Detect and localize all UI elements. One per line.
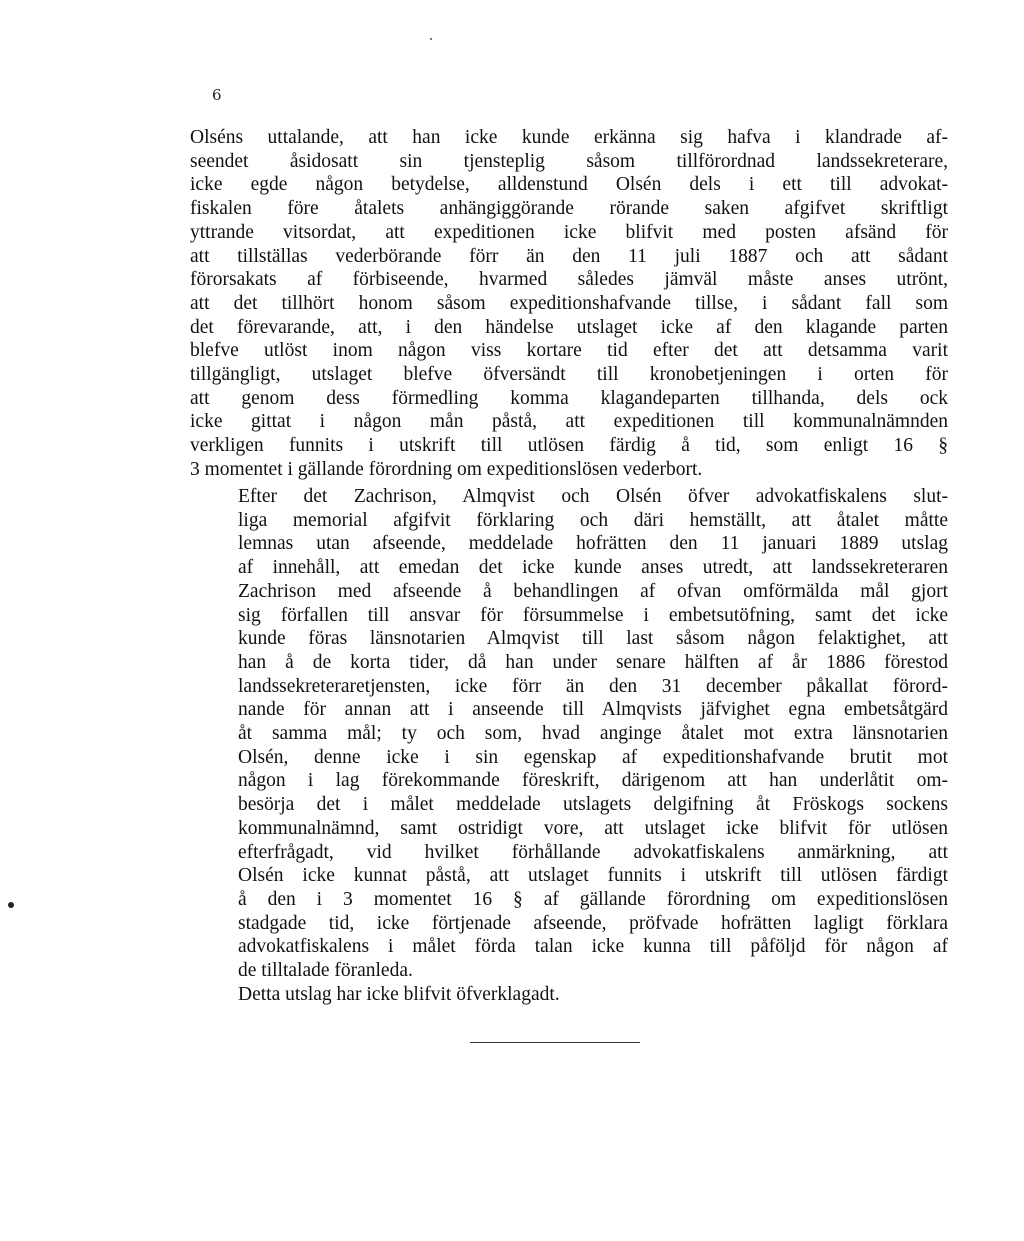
text-line: stadgade tid, icke förtjenade afseende, pröfvade hofrätten lagligt förklara: [238, 912, 948, 934]
text-line: kommunalnämnd, samt ostridigt vore, att utslaget icke blifvit för utlösen: [238, 817, 948, 839]
text-line: seendet åsidosatt sin tjensteplig såsom tillförordnad landssekreterare,: [190, 150, 948, 172]
text-line: Efter det Zachrison, Almqvist och Olsén öfver advokatfiskalens slut-: [238, 486, 948, 507]
scan-speck: [430, 38, 432, 40]
text-line: de tilltalade föranleda.: [238, 960, 413, 982]
text-line: icke egde någon betydelse, alldenstund Olsén dels i ett till advokat-: [190, 174, 948, 196]
text-line: sig förfallen till ansvar för försummelse i embetsutöfning, samt det icke: [238, 604, 948, 626]
text-line: att genom dess förmedling komma klagandeparten tillhanda, dels ock: [190, 387, 948, 409]
text-line: liga memorial afgifvit förklaring och däri hemställt, att åtalet måtte: [238, 509, 948, 531]
text-line: Zachrison med afseende å behandlingen af ofvan omförmälda mål gjort: [238, 580, 948, 602]
text-line: Olsén, denne icke i sin egenskap af expeditionshafvande brutit mot: [238, 746, 948, 768]
text-line: 3 momentet i gällande förordning om expeditionslösen vederbort.: [190, 458, 703, 480]
text-line: förorsakats af förbiseende, hvarmed således jämväl måste anses utrönt,: [190, 269, 948, 291]
paragraph-1: [190, 126, 948, 482]
text-line: icke gittat i någon mån påstå, att expeditionen till kommunalnämnden: [190, 411, 948, 433]
text-line: lemnas utan afseende, meddelade hofrätten den 11 januari 1889 utslag: [238, 533, 948, 555]
text-line: Olsén icke kunnat påstå, att utslaget funnits i utskrift till utlösen färdigt: [238, 865, 948, 887]
text-line: å den i 3 momentet 16 § af gällande förordning om expeditionslösen: [238, 888, 948, 910]
text-line: af innehåll, att emedan det icke kunde anses utredt, att landssekreteraren: [238, 557, 948, 579]
text-line: fiskalen före åtalets anhängiggörande rörande saken afgifvet skriftligt: [190, 198, 948, 220]
text-line: verkligen funnits i utskrift till utlösen färdig å tid, som enligt 16 §: [190, 435, 948, 457]
page-number: 6: [212, 86, 222, 104]
text-line: efterfrågadt, vid hvilket förhållande advokatfiskalens anmärkning, att: [238, 841, 948, 863]
text-line: Olséns uttalande, att han icke kunde erkänna sig hafva i klandrade af-: [190, 127, 948, 148]
text-line: nande för annan att i anseende till Almqvists jäfvighet egna embetsåtgärd: [238, 699, 948, 721]
text-line: yttrande vitsordat, att expeditionen icke blifvit med posten afsänd för: [190, 221, 948, 243]
end-rule: [470, 1042, 640, 1043]
text-line: att tillställas vederbörande förr än den 11 juli 1887 och att sådant: [190, 245, 948, 267]
text-line: det förevarande, att, i den händelse utslaget icke af den klagande parten: [190, 316, 948, 338]
text-line: kunde föras länsnotarien Almqvist till last såsom någon felaktighet, att: [238, 628, 948, 650]
text-line: åt samma mål; ty och som, hvad anginge åtalet mot extra länsnotarien: [238, 723, 948, 745]
paragraph-2: [190, 485, 948, 983]
text-line: besörja det i målet meddelade utslagets delgifning åt Fröskogs sockens: [238, 794, 948, 816]
text-line: advokatfiskalens i målet förda talan icke kunna till påföljd för någon af: [238, 936, 948, 958]
text-line: tillgängligt, utslaget blefve öfversändt till kronobetjeningen i orten för: [190, 364, 948, 386]
text-line: blefve utlöst inom någon viss kortare tid efter det att detsamma varit: [190, 340, 948, 362]
paragraph-3: [190, 983, 948, 1007]
text-line: han å de korta tider, då han under senare hälften af år 1886 förestod: [238, 651, 948, 673]
text-line: Detta utslag har icke blifvit öfverklagadt.: [238, 984, 560, 1005]
margin-ink-dot: [8, 902, 14, 908]
text-line: någon i lag förekommande föreskrift, därigenom att han underlåtit om-: [238, 770, 948, 792]
text-line: att det tillhört honom såsom expeditionshafvande tillse, i sådant fall som: [190, 292, 948, 314]
text-line: landssekreteraretjensten, icke förr än den 31 december påkallat förord-: [238, 675, 948, 697]
